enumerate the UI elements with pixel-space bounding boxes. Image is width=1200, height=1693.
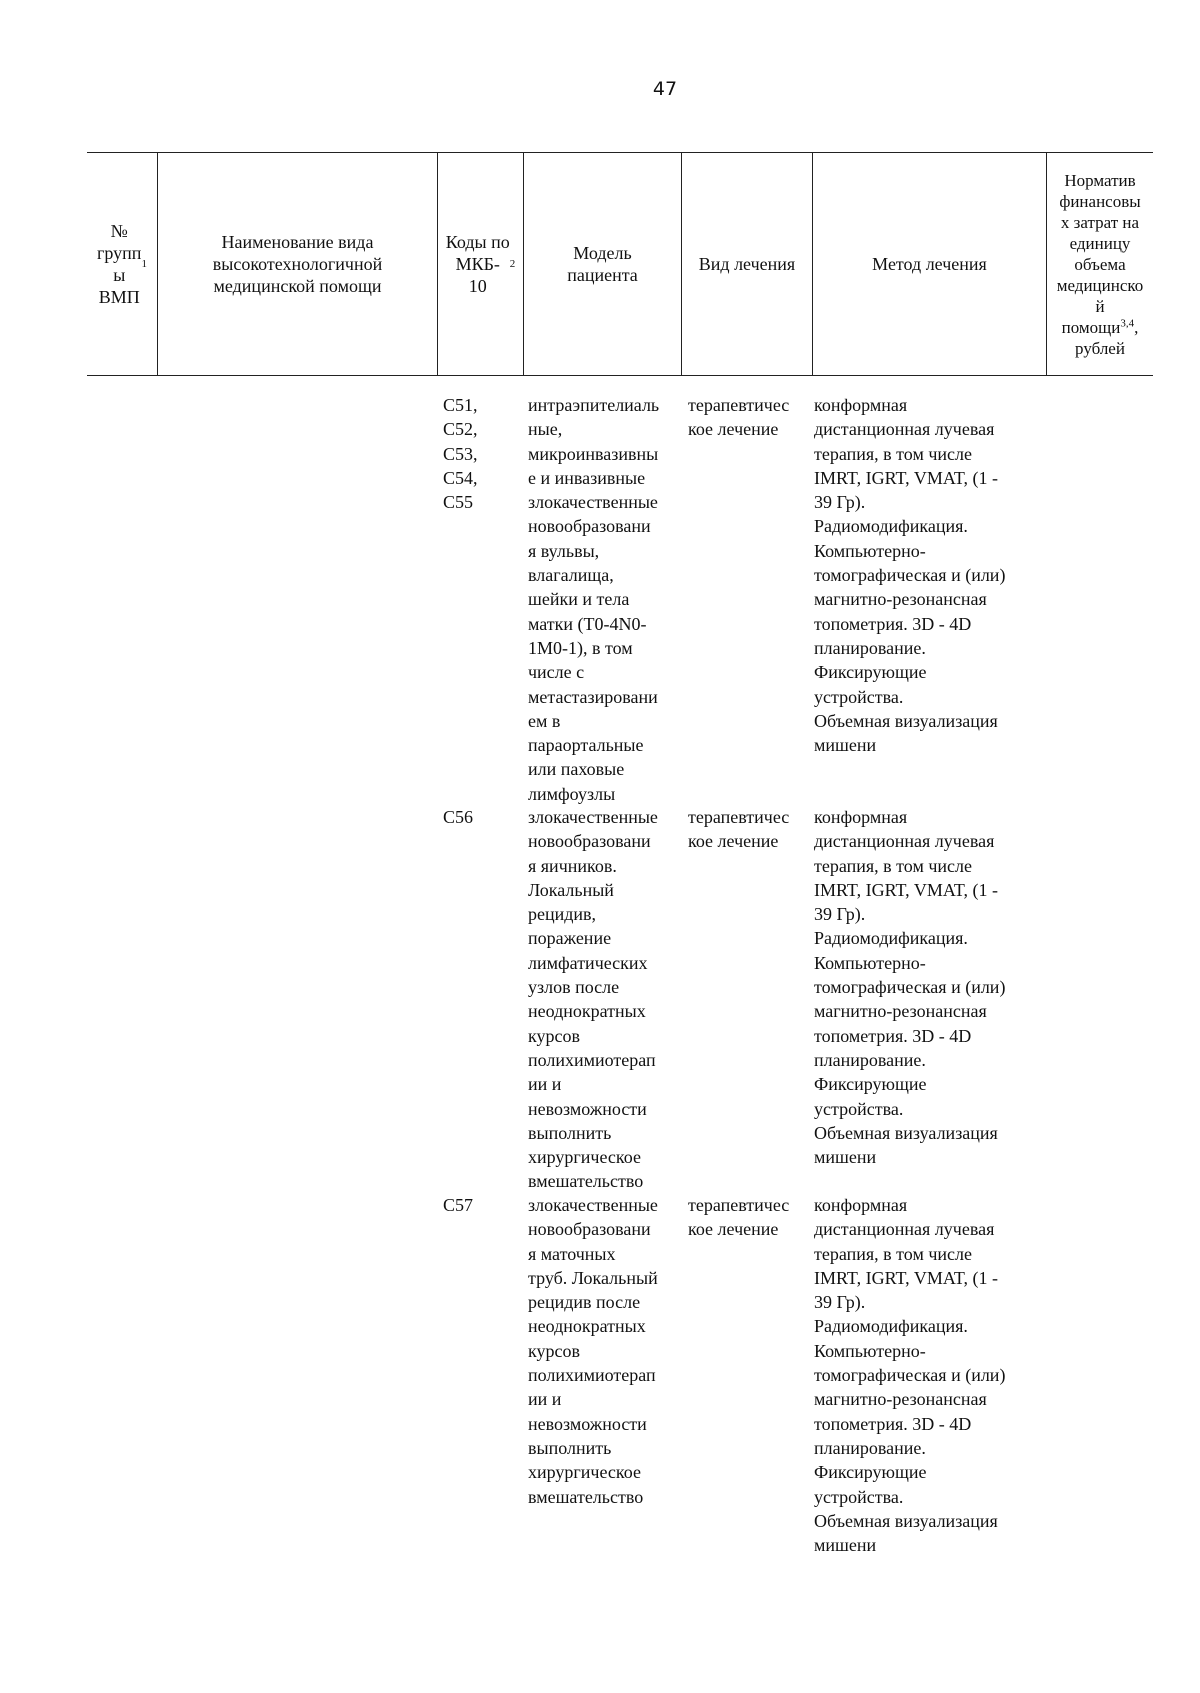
- row-3-treatment-method: конформная дистанционная лучевая терапия, в том числе IMRT, IGRT, VMAT, (1 - 39 Гр). Радиомодификация. Компьютерно- томографическая и (или) магнитно-резонансная топометрия. 3D - 4D планирование. Фиксирующие устройства. Объемная визуализация мишени: [814, 1195, 1006, 1556]
- row-1-treatment-kind: терапевтичес кое лечение: [688, 395, 790, 440]
- header-norm-main: Норматив финансовы х затрат на единицу объема медицинско й помощи: [1056, 170, 1144, 337]
- row-1-icd-codes: C51, C52, C53, C54, C55: [443, 395, 478, 513]
- header-norm-text: [1057, 170, 1144, 359]
- row-1-treatment-method: конформная дистанционная лучевая терапия, в том числе IMRT, IGRT, VMAT, (1 - 39 Гр). Радиомодификация. Компьютерно- томографическая и (или) магнитно-резонансная топометрия. 3D - 4D планирование. Фиксирующие устройства. Объемная визуализация мишени: [814, 395, 1006, 756]
- header-care-type: Наименование вида высокотехнологичной медицинской помощи: [212, 232, 383, 296]
- header-codes-text: Коды по МКБ- 10: [445, 232, 510, 296]
- header-financial-norm: [1047, 153, 1153, 375]
- header-norm-tail: , рублей: [1075, 317, 1139, 358]
- table-header: [87, 152, 1153, 376]
- header-treatment-method: Метод лечения: [872, 254, 987, 274]
- header-group-text: № групп ы ВМП: [97, 221, 142, 307]
- row-3-treatment-kind: терапевтичес кое лечение: [688, 1195, 790, 1240]
- row-2-patient-model: злокачественные новообразовани я яичников. Локальный рецидив, поражение лимфатических узлов после неоднократных курсов полихимиотерап ии и невозможности выполнить хирургическое вмешательство: [528, 807, 658, 1192]
- row-3-icd-codes: C57: [443, 1195, 474, 1215]
- header-treatment-kind: Вид лечения: [698, 254, 796, 274]
- header-patient-model: Модель пациента: [567, 243, 638, 285]
- row-2-treatment-method: конформная дистанционная лучевая терапия, в том числе IMRT, IGRT, VMAT, (1 - 39 Гр). Радиомодификация. Компьютерно- томографическая и (или) магнитно-резонансная топометрия. 3D - 4D планирование. Фиксирующие устройства. Объемная визуализация мишени: [814, 807, 1006, 1168]
- header-group-number: № групп ы ВМП 1: [97, 221, 147, 307]
- row-2-icd-codes: C56: [443, 807, 474, 827]
- row-3-patient-model: злокачественные новообразовани я маточных труб. Локальный рецидив после неоднократных курсов полихимиотерап ии и невозможности выполнить хирургическое вмешательство: [528, 1195, 658, 1507]
- page-number: 47: [652, 78, 678, 100]
- row-2-treatment-kind: терапевтичес кое лечение: [688, 807, 790, 852]
- header-icd-codes: Коды по МКБ- 10 2: [445, 232, 516, 296]
- row-1-patient-model: интраэпителиаль ные, микроинвазивны е и инвазивные злокачественные новообразовани я вульвы, влагалища, шейки и тела матки (T0-4N0- 1M0-1), в том числе с метастазировани ем в параортальные или паховые лимфоузлы: [528, 395, 660, 804]
- footnote-3-4: 3,4: [1120, 316, 1135, 329]
